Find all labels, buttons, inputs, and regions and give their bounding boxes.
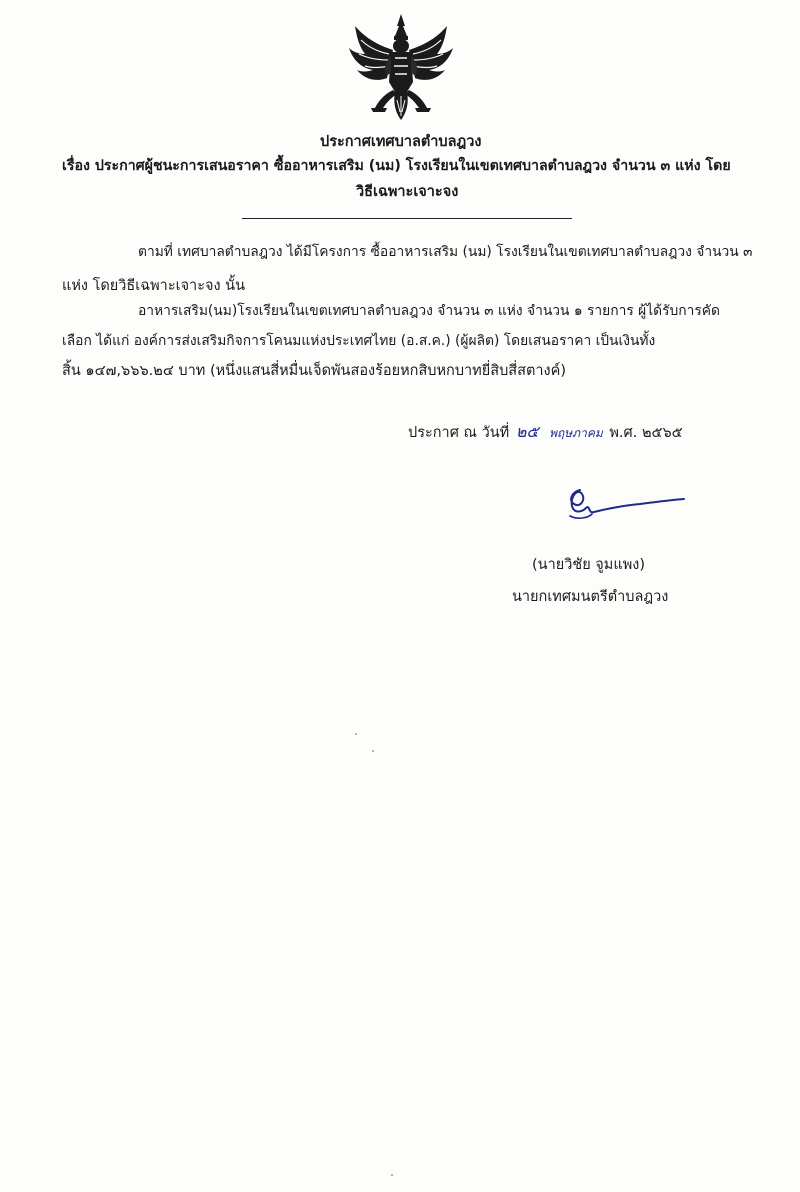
scan-speck <box>355 733 357 735</box>
paragraph-2-line-1: อาหารเสริม(นม)โรงเรียนในเขตเทศบาลตำบลฎวง จำนวน ๓ แห่ง จำนวน ๑ รายการ ผู้ได้รับการคัด <box>138 303 720 319</box>
paragraph-2-line-3: สิ้น ๑๔๗,๖๖๖.๒๔ บาท (หนึ่งแสนสี่หมื่นเจ็ดพันสองร้อยหกสิบหกบาทยี่สิบสี่สตางค์) <box>62 363 566 379</box>
announcement-year: พ.ศ. ๒๕๖๕ <box>609 425 683 441</box>
paragraph-1-line-2: แห่ง โดยวิธีเฉพาะเจาะจง นั้น <box>62 278 245 294</box>
announcement-day: ๒๕ <box>515 422 539 441</box>
signatory-position: นายกเทศมนตรีตำบลฎวง <box>512 589 669 605</box>
paragraph-1-line-1: ตามที่ เทศบาลตำบลฎวง ได้มีโครงการ ซื้ออาหารเสริม (นม) โรงเรียนในเขตเทศบาลตำบลฎวง จำนวน ๓ <box>138 244 753 260</box>
announcement-month: พฤษภาคม <box>549 426 603 440</box>
scan-speck <box>391 1174 393 1176</box>
paragraph-2-line-2: เลือก ได้แก่ องค์การส่งเสริมกิจการโคนมแห่งประเทศไทย (อ.ส.ค.) (ผู้ผลิต) โดยเสนอราคา เป็นเงินทั้ง <box>62 333 656 349</box>
signatory-name: (นายวิชัย จูมแพง) <box>532 557 645 573</box>
title-divider <box>242 218 572 219</box>
announcement-date <box>408 422 683 443</box>
subject-line-2: วิธีเฉพาะเจาะจง <box>356 184 459 200</box>
document-title: ประกาศเทศบาลตำบลฎวง <box>320 134 482 150</box>
subject-line-1: เรื่อง ประกาศผู้ชนะการเสนอราคา ซื้ออาหารเสริม (นม) โรงเรียนในเขตเทศบาลตำบลฎวง จำนวน ๓ แห่ง โดย <box>62 158 731 174</box>
handwritten-signature <box>560 482 690 528</box>
garuda-emblem-icon <box>345 12 457 124</box>
announcement-prefix: ประกาศ ณ วันที่ <box>408 425 510 441</box>
scan-speck <box>372 750 374 752</box>
